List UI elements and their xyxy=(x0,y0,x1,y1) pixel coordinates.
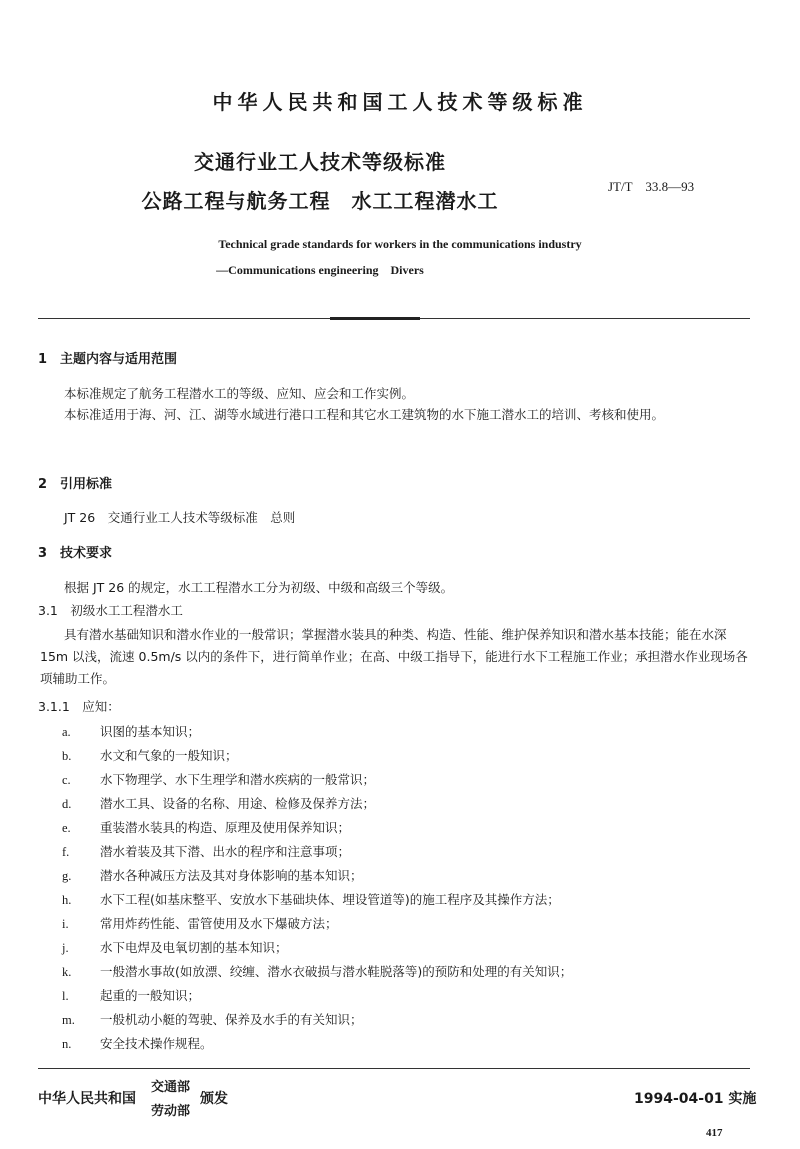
issuing-org-labour: 劳动部 xyxy=(151,1104,191,1119)
list-item xyxy=(62,866,363,884)
list-item xyxy=(62,818,350,836)
section-2-heading: 2 引用标准 xyxy=(38,477,113,492)
standard-series-title: 中华人民共和国工人技术等级标准 xyxy=(212,90,588,114)
list-item xyxy=(62,890,560,908)
issued-label: 颁发 xyxy=(200,1091,228,1107)
page-number: 417 xyxy=(706,1127,723,1139)
section-3-1-1-heading: 3.1.1 应知： xyxy=(38,699,120,714)
list-item-text: 水下物理学、水下生理学和潜水疾病的一般常识； xyxy=(100,772,376,787)
section-3-1-heading: 3.1 初级水工工程潜水工 xyxy=(38,603,183,618)
implementation-date: 1994-04-01 实施 xyxy=(634,1091,757,1107)
list-item-marker: b. xyxy=(62,749,72,763)
list-item-text: 潜水着装及其下潜、出水的程序和注意事项； xyxy=(100,844,351,859)
list-item-marker: a. xyxy=(62,725,71,739)
list-item-marker: n. xyxy=(62,1037,72,1051)
list-item-text: 一般机动小艇的驾驶、保养及水手的有关知识； xyxy=(100,1012,363,1027)
list-item xyxy=(62,770,375,788)
list-item xyxy=(62,986,200,1004)
list-item xyxy=(62,842,350,860)
section-1-paragraph-1: 本标准规定了航务工程潜水工的等级、应知、应会和工作实例。 xyxy=(64,386,415,401)
bottom-divider xyxy=(38,1068,750,1069)
list-item xyxy=(62,794,375,812)
standard-code: JT/T 33.8—93 xyxy=(608,179,695,194)
list-item xyxy=(62,938,288,956)
document-title-line2: 公路工程与航务工程 水工工程潜水工 xyxy=(141,189,499,213)
list-item-marker: i. xyxy=(62,917,69,931)
list-item-text: 一般潜水事故(如放漂、绞缠、潜水衣破损与潜水鞋脱落等)的预防和处理的有关知识； xyxy=(100,964,573,979)
section-1-heading: 1 主题内容与适用范围 xyxy=(38,352,178,367)
list-item-text: 安全技术操作规程。 xyxy=(100,1036,213,1051)
english-title-line1: Technical grade standards for workers in the communications industry xyxy=(218,237,582,251)
list-item-text: 识图的基本知识； xyxy=(100,724,201,739)
list-item-text: 潜水工具、设备的名称、用途、检修及保养方法； xyxy=(100,796,376,811)
list-item-text: 常用炸药性能、雷管使用及水下爆破方法； xyxy=(100,916,338,931)
list-item-text: 水下电焊及电氧切割的基本知识； xyxy=(100,940,288,955)
list-item xyxy=(62,914,338,932)
section-2-reference: JT 26 交通行业工人技术等级标准 总则 xyxy=(64,510,296,525)
english-title-line2: —Communications engineering Divers xyxy=(216,263,424,277)
list-item-text: 起重的一般知识； xyxy=(100,988,201,1003)
list-item-marker: c. xyxy=(62,773,71,787)
list-item-text: 重装潜水装具的构造、原理及使用保养知识； xyxy=(100,820,351,835)
list-item-marker: d. xyxy=(62,797,72,811)
list-item xyxy=(62,962,572,980)
list-item-text: 水文和气象的一般知识； xyxy=(100,748,238,763)
issuing-country: 中华人民共和国 xyxy=(38,1091,136,1107)
top-divider-accent xyxy=(330,317,420,320)
list-item-text: 水下工程(如基床整平、安放水下基础块体、埋设管道等)的施工程序及其操作方法； xyxy=(100,892,560,907)
section-3-1-paragraph: 具有潜水基础知识和潜水作业的一般常识；掌握潜水装具的种类、构造、性能、维护保养知识和潜水基本技能；能在水深 15m 以浅，流速 0.5m/s 以内的条件下，进行简单作业；在高、中级工指导下，能进行水下工程施工作业；承担潜水作业现场各项辅助工作。 xyxy=(40,627,748,686)
list-item-marker: k. xyxy=(62,965,72,979)
list-item xyxy=(62,1010,363,1028)
document-title-line1: 交通行业工人技术等级标准 xyxy=(194,150,446,174)
list-item-marker: f. xyxy=(62,845,70,859)
list-item xyxy=(62,746,238,764)
list-item-text: 潜水各种减压方法及其对身体影响的基本知识； xyxy=(100,868,363,883)
section-3-heading: 3 技术要求 xyxy=(38,546,113,561)
issuing-org-transport: 交通部 xyxy=(151,1080,191,1095)
list-item-marker: m. xyxy=(62,1013,75,1027)
list-item-marker: g. xyxy=(62,869,72,883)
list-item-marker: l. xyxy=(62,989,69,1003)
section-3-intro: 根据 JT 26 的规定，水工工程潜水工分为初级、中级和高级三个等级。 xyxy=(64,580,454,595)
list-item-marker: e. xyxy=(62,821,71,835)
list-item-marker: j. xyxy=(62,941,69,955)
list-item-marker: h. xyxy=(62,893,72,907)
list-item xyxy=(62,722,200,740)
section-1-paragraph-2: 本标准适用于海、河、江、湖等水域进行港口工程和其它水工建筑物的水下施工潜水工的培训、考核和使用。 xyxy=(64,407,665,422)
list-item xyxy=(62,1034,213,1052)
